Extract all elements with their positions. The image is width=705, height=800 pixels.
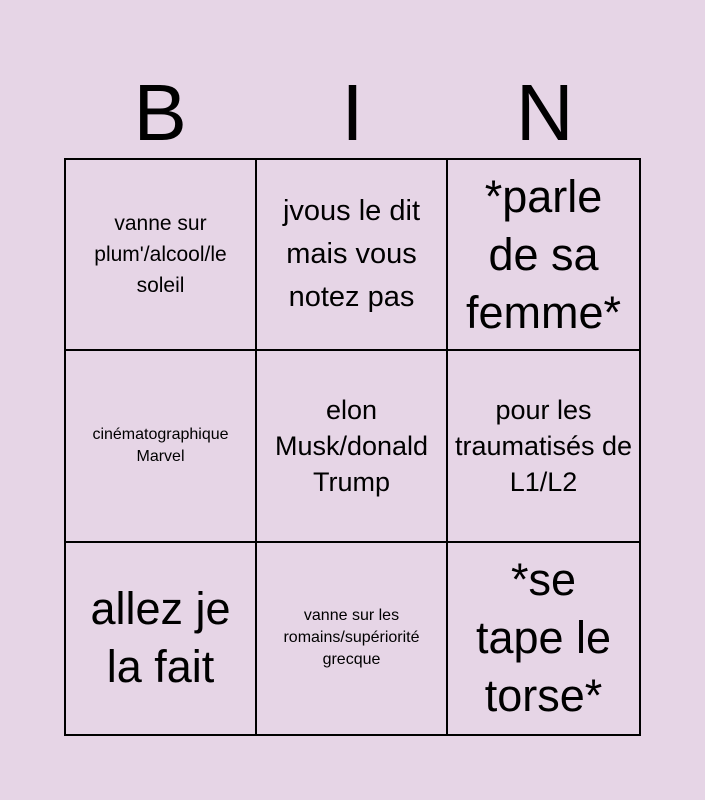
bingo-cell[interactable] xyxy=(448,543,639,734)
bingo-cell-text: *se tape le torse* xyxy=(475,554,612,722)
bingo-cell[interactable] xyxy=(66,543,257,734)
bingo-cell[interactable] xyxy=(66,351,257,542)
header-letter-b: B xyxy=(133,68,187,157)
bingo-cell[interactable] xyxy=(257,160,448,351)
header-letter-n: N xyxy=(515,68,574,157)
bingo-cell-text: allez je la fait xyxy=(90,583,231,693)
bingo-header xyxy=(64,68,641,158)
bingo-grid xyxy=(64,158,641,736)
bingo-cell[interactable] xyxy=(257,543,448,734)
bingo-cell-text: *parle de sa femme* xyxy=(465,170,622,338)
bingo-cell[interactable] xyxy=(257,351,448,542)
bingo-cell[interactable] xyxy=(66,160,257,351)
bingo-cell-text: vanne sur les romains/supériorité grecque xyxy=(283,607,420,669)
bingo-cell-text: elon Musk/donald Trump xyxy=(274,394,429,497)
bingo-cell[interactable] xyxy=(448,351,639,542)
bingo-cell-text: jvous le dit mais vous notez pas xyxy=(282,195,420,314)
header-letter-i: I xyxy=(341,68,364,157)
bingo-cell-text: vanne sur plum'/alcool/le soleil xyxy=(94,212,227,298)
bingo-cell-text: pour les traumatisés de L1/L2 xyxy=(454,394,633,497)
bingo-cell-text: cinématographique Marvel xyxy=(92,425,229,465)
bingo-cell[interactable] xyxy=(448,160,639,351)
